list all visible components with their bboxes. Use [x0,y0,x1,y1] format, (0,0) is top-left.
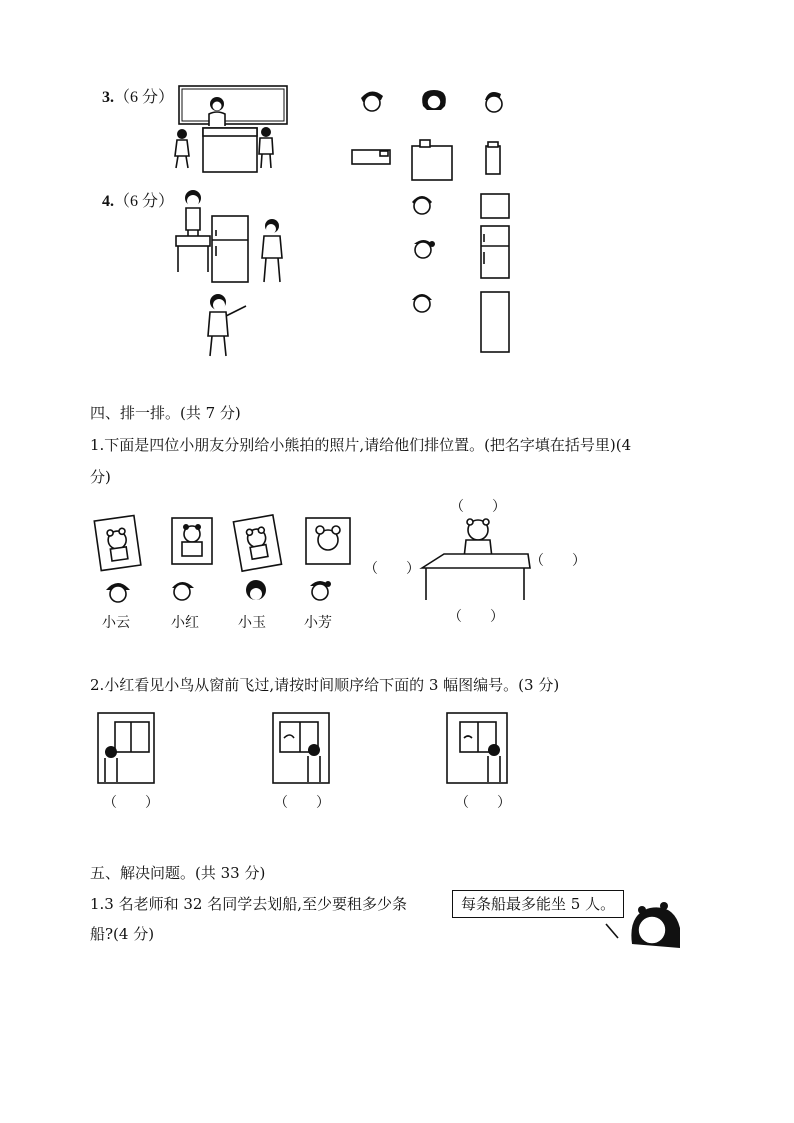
section4-q1-text-line1: 1.下面是四位小朋友分别给小熊拍的照片,请给他们排位置。(把名字填在括号里)(4 [90,436,632,454]
answer-blank-bottom[interactable]: （ ） [448,609,504,625]
child-face-column [408,190,438,330]
answer-blank-top[interactable]: （ ） [450,499,506,515]
fridge-side-view-icon [481,292,509,352]
child-face-icon-xiaoyun [106,583,130,602]
answer-blank-left[interactable]: （ ） [364,561,420,577]
answer-blank-right[interactable]: （ ） [530,553,586,569]
child-face-icon-xiaofang [310,581,331,600]
child-name-xiaoyu: 小玉 [238,615,266,631]
object-views-icons [350,138,510,182]
child-face-icons [357,86,517,116]
fridge-front-view-icon [481,226,509,278]
q3-number: 3. [102,89,114,106]
child-face-icon-2 [422,90,446,110]
section5-q1-text-line1: 1.3 名老师和 32 名同学去划船,至少要租多少条 [90,895,408,913]
q4-points: （6 分） [114,193,175,210]
q4-label [102,188,174,211]
child-face-icon-3 [485,92,502,112]
cup-icon [486,146,500,174]
classroom-scene-icon [165,82,295,178]
order-blank-3[interactable]: （ ） [455,795,511,811]
fridge-top-view-icon [481,194,509,218]
teddy-bear-photos [96,510,366,620]
child-face-icon-6 [412,294,432,312]
fridge-views-icons [478,192,512,356]
section4-q2-text: 2.小红看见小鸟从窗前飞过,请按时间顺序给下面的 3 幅图编号。(3 分) [90,676,560,694]
child-name-xiaofang: 小芳 [304,615,332,631]
child-name-xiaohong: 小红 [171,615,199,631]
speech-bubble-text: 每条船最多能坐 5 人。 [461,895,616,913]
window-girl-scene-icon-1 [97,712,155,784]
section5-heading: 五、解决问题。(共 33 分) [90,864,266,882]
teddy-bear-photo-icon-2 [172,518,212,564]
fridge-scene-icon [172,186,292,358]
q3-label [102,84,174,107]
section5-q1-text-line2: 船?(4 分) [90,925,155,943]
teddy-bear-photo-icon-1 [94,515,141,570]
q4-number: 4. [102,193,114,210]
window-girl-scene-icon-3 [446,712,508,784]
child-face-icon-4 [412,196,432,214]
teddy-bear-photo-icon-4 [306,518,350,564]
speech-bubble-girl-icon [598,894,688,948]
square-box-icon [412,146,452,180]
table-bear-scene-icon [420,518,532,604]
child-face-icon-xiaoyu [246,580,266,600]
order-blank-2[interactable]: （ ） [274,795,330,811]
child-face-icon-5 [414,240,435,258]
window-girl-scene-icon-2 [272,712,330,784]
order-blank-1[interactable]: （ ） [103,795,159,811]
teddy-bear-photo-icon-3 [233,515,281,571]
q3-points: （6 分） [114,89,175,106]
section4-heading: 四、排一排。(共 7 分) [90,404,241,422]
child-name-xiaoyun: 小云 [102,615,130,631]
child-face-icon-1 [361,91,383,111]
child-face-icon-xiaohong [172,582,194,600]
section4-q1-text-line2: 分) [90,468,111,486]
